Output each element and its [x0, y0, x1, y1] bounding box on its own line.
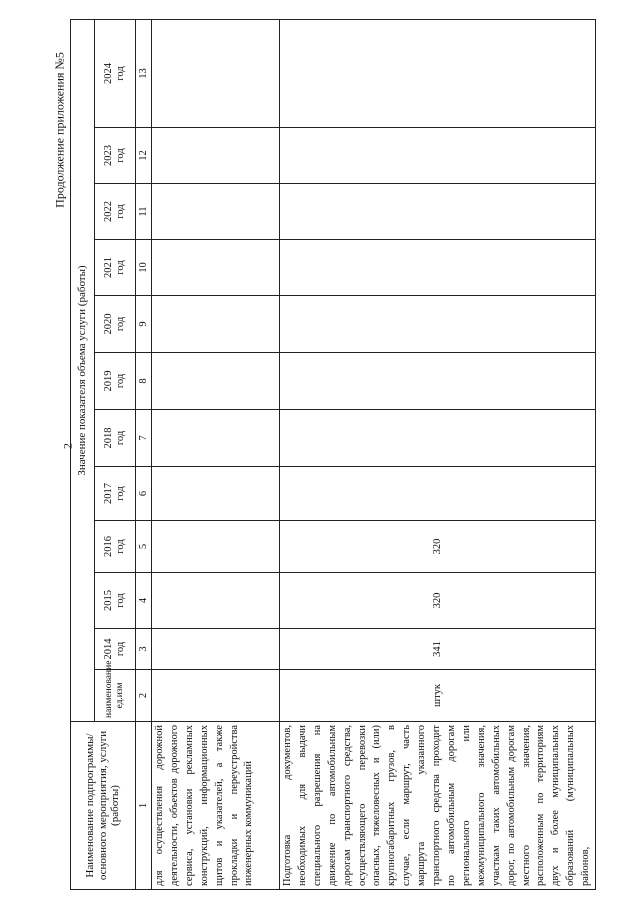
table-row [280, 19, 596, 889]
row-unit: штук [280, 670, 596, 722]
rotated-table-area [70, 20, 610, 890]
col-number: 1 [136, 722, 152, 890]
col-number: 10 [136, 240, 152, 296]
col-number: 5 [136, 521, 152, 573]
row-value [280, 240, 596, 296]
col-number: 3 [136, 629, 152, 670]
col-number: 9 [136, 296, 152, 353]
header-values: Значение показателя объема услуги (работы) [71, 19, 95, 721]
row-value [152, 521, 280, 573]
column-number-row [136, 19, 152, 889]
header-year-2017: 2017 год [95, 467, 136, 521]
header-year-2022: 2022 год [95, 184, 136, 240]
row-value [152, 410, 280, 467]
col-number: 11 [136, 184, 152, 240]
page-number: 2 [60, 443, 75, 449]
row-value [280, 410, 596, 467]
row-value [152, 184, 280, 240]
col-number: 12 [136, 128, 152, 184]
header-year-2018: 2018 год [95, 410, 136, 467]
header-year-2020: 2020 год [95, 296, 136, 353]
row-value [152, 353, 280, 410]
row-value [280, 467, 596, 521]
row-value [152, 19, 280, 127]
header-year-2016: 2016 год [95, 521, 136, 573]
row-name: Подготовка документов, необходимых для выдачи специального разрешения на движение по автомобильным дорогам транспортного средства, осуществляющего перевозки опасных, тяжеловесных и (или) крупногабаритных грузов, в случае, если маршрут, часть маршрута указанного транспортного средства проходит по автомобильным дорогам регионального или межмуниципального значения, участкам таких автомобильных дорог, по автомобильным дорогам местного значения, расположенным по территориям двух и более муниципальных образований (муниципальных районов, [280, 722, 596, 890]
col-number: 6 [136, 467, 152, 521]
row-value [152, 296, 280, 353]
row-value: 320 [280, 573, 596, 629]
col-number: 13 [136, 19, 152, 127]
row-value [152, 629, 280, 670]
row-value [152, 573, 280, 629]
header-year-2024: 2024 год [95, 19, 136, 127]
row-value [152, 128, 280, 184]
indicators-table [70, 19, 596, 890]
col-number: 2 [136, 670, 152, 722]
col-number: 4 [136, 573, 152, 629]
row-value: 341 [280, 629, 596, 670]
row-value [152, 240, 280, 296]
row-name: для осуществления дорожной деятельности, объектов дорожного сервиса, установки рекламных конструкций, информационных щитов и указателей, а также прокладки и переустройства инженерных коммуникаций [152, 722, 280, 890]
col-number: 7 [136, 410, 152, 467]
row-value [280, 184, 596, 240]
col-number: 8 [136, 353, 152, 410]
header-year-2023: 2023 год [95, 128, 136, 184]
header-year-2015: 2015 год [95, 573, 136, 629]
header-year-2021: 2021 год [95, 240, 136, 296]
row-value [280, 19, 596, 127]
row-value [152, 467, 280, 521]
header-year-2019: 2019 год [95, 353, 136, 410]
row-value [280, 353, 596, 410]
table-row [152, 19, 280, 889]
row-value [280, 296, 596, 353]
row-value [280, 128, 596, 184]
continuation-note: Продолжение приложения №5 [52, 52, 67, 208]
header-year-2014: 2014 год [95, 629, 136, 670]
row-unit [152, 670, 280, 722]
header-name: Наименование подпрограммы/ основного мероприятия, услуги (работы) [71, 722, 136, 890]
row-value: 320 [280, 521, 596, 573]
header-unit: наименование ед.изм [95, 670, 136, 722]
